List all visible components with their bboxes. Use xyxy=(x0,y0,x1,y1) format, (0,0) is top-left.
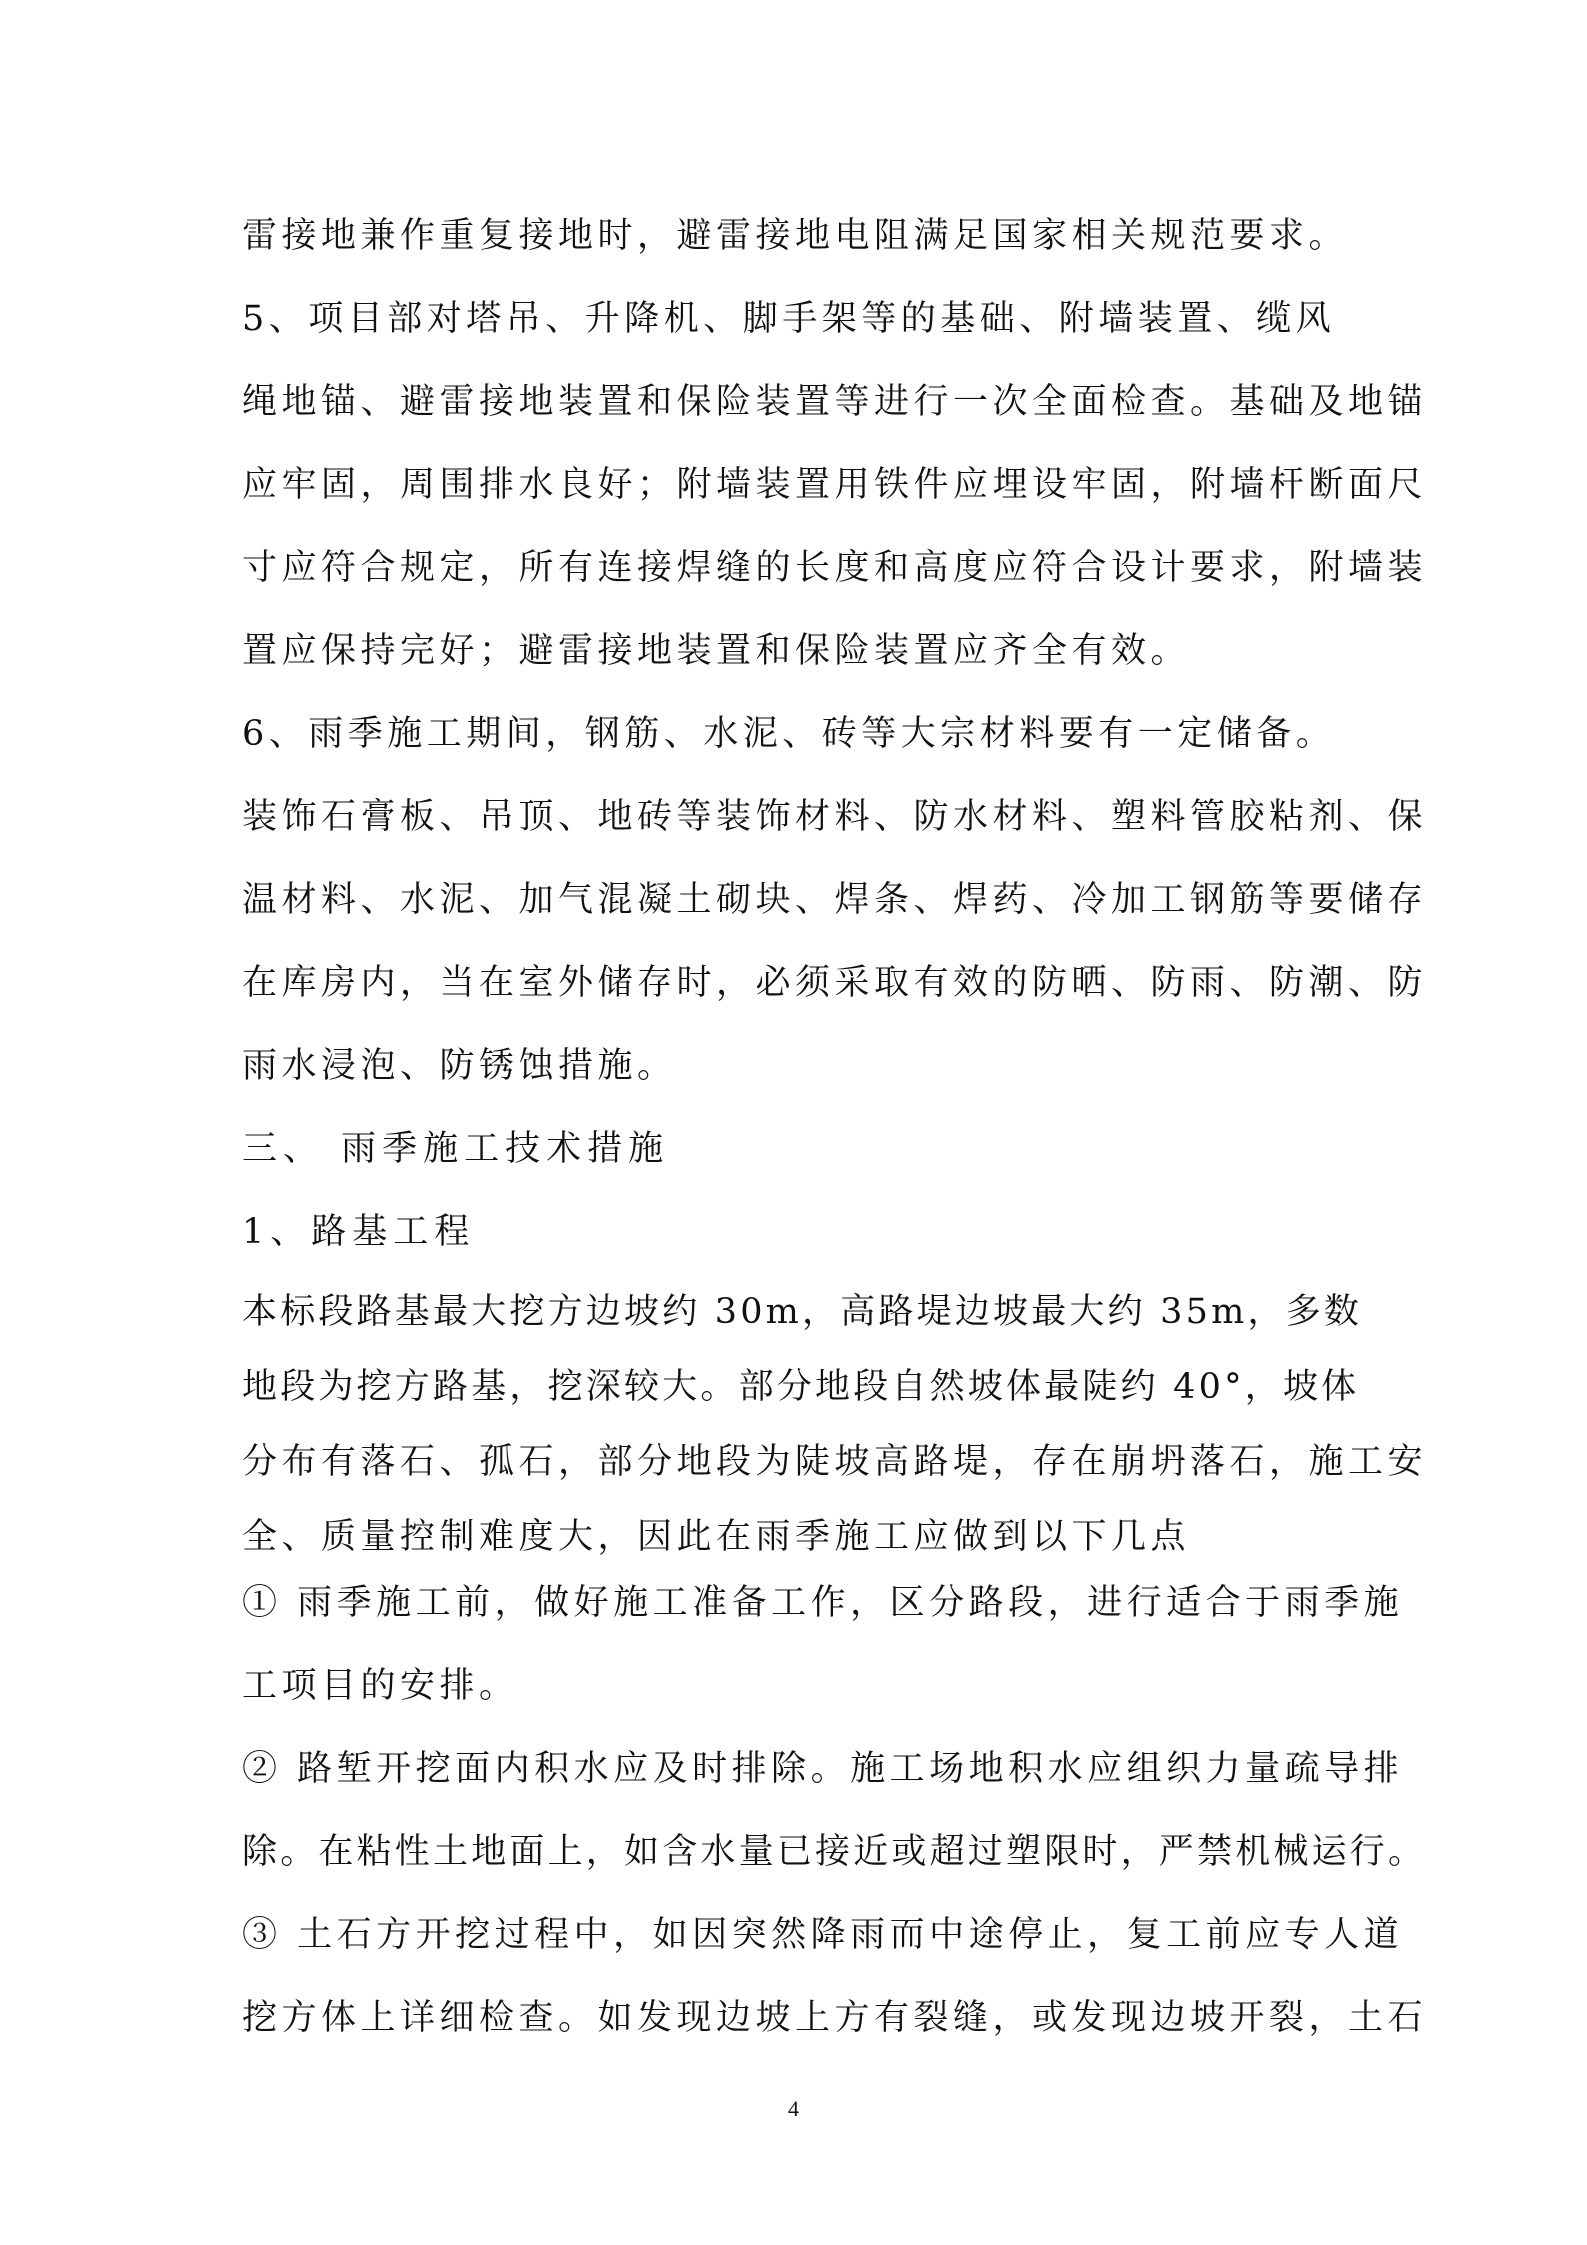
page-number: 4 xyxy=(788,2096,799,2121)
text-line: 地段为挖方路基，挖深较大。部分地段自然坡体最陡约 40°，坡体 xyxy=(242,1367,1360,1407)
text-line: 雷接地兼作重复接地时，避雷接地电阻满足国家相关规范要求。 xyxy=(242,216,1349,256)
list-item: ② 路堑开挖面内积水应及时排除。施工场地积水应组织力量疏导排 xyxy=(242,1749,1404,1789)
text-line: 工项目的安排。 xyxy=(242,1666,519,1706)
text-line: 全、质量控制难度大，因此在雨季施工应做到以下几点 xyxy=(242,1517,1191,1557)
text-line: 寸应符合规定，所有连接焊缝的长度和高度应符合设计要求，附墙装 xyxy=(242,548,1428,588)
text-line: 雨水浸泡、防锈蚀措施。 xyxy=(242,1046,677,1086)
text-line: 置应保持完好；避雷接地装置和保险装置应齐全有效。 xyxy=(242,631,1191,671)
text-line: 装饰石膏板、吊顶、地砖等装饰材料、防水材料、塑料管胶粘剂、保 xyxy=(242,797,1428,837)
text-line: 温材料、水泥、加气混凝土砌块、焊条、焊药、冷加工钢筋等要储存 xyxy=(242,880,1428,920)
text-line: 分布有落石、孤石，部分地段为陡坡高路堤，存在崩坍落石，施工安 xyxy=(242,1442,1428,1482)
list-item: ③ 土石方开挖过程中，如因突然降雨而中途停止，复工前应专人道 xyxy=(242,1915,1404,1955)
text-line: 应牢固，周围排水良好；附墙装置用铁件应埋设牢固，附墙杆断面尺 xyxy=(242,465,1428,505)
text-line: 5、项目部对塔吊、升降机、脚手架等的基础、附墙装置、缆风 xyxy=(242,299,1336,339)
text-line: 本标段路基最大挖方边坡约 30m，高路堤边坡最大约 35m，多数 xyxy=(242,1292,1363,1332)
list-item: ① 雨季施工前，做好施工准备工作，区分路段，进行适合于雨季施 xyxy=(242,1583,1404,1623)
text-line: 挖方体上详细检查。如发现边坡上方有裂缝，或发现边坡开裂，土石 xyxy=(242,1998,1428,2038)
text-line: 绳地锚、避雷接地装置和保险装置等进行一次全面检查。基础及地锚 xyxy=(242,382,1428,422)
text-line: 6、雨季施工期间，钢筋、水泥、砖等大宗材料要有一定储备。 xyxy=(242,714,1336,754)
section-heading: 三、 雨季施工技术措施 xyxy=(242,1129,670,1169)
text-line: 在库房内，当在室外储存时，必须采取有效的防晒、防雨、防潮、防 xyxy=(242,963,1428,1003)
subsection-heading: 1、路基工程 xyxy=(242,1212,476,1252)
text-line: 除。在粘性土地面上，如含水量已接近或超过塑限时，严禁机械运行。 xyxy=(242,1832,1427,1872)
